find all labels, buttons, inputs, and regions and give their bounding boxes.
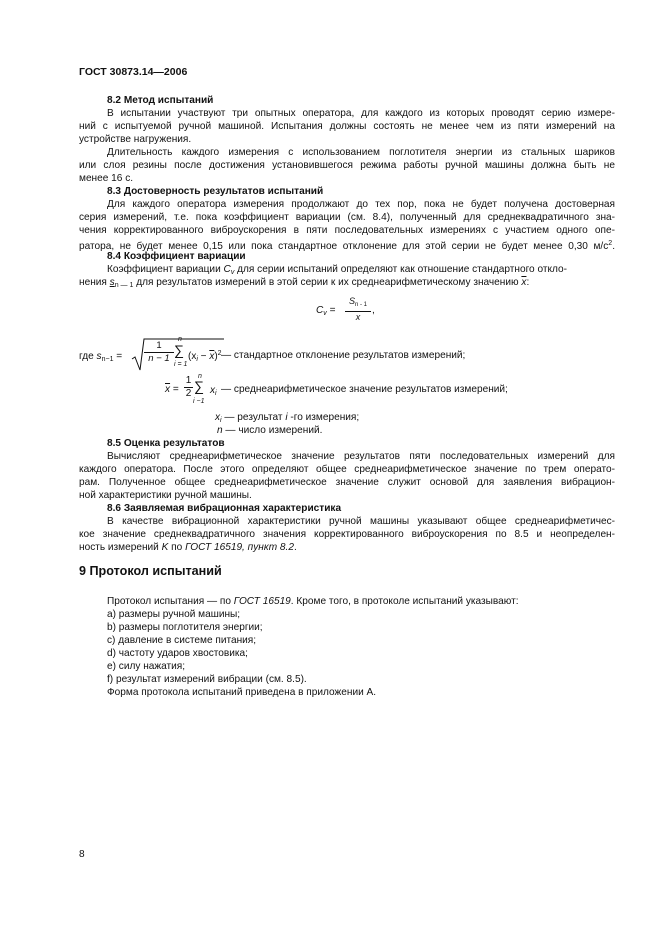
section-8-3-title: 8.3 Достоверность результатов испытаний — [107, 186, 324, 197]
text-line: Для каждого оператора измерения продолжают до тех пор, пока не будет получена достоверная — [107, 199, 615, 210]
section-8-5-paragraph — [79, 450, 615, 502]
text-line: В качестве вибрационной характеристики ручной машины указывают общее среднеарифметичес- — [107, 516, 615, 527]
text-line: рам. Полученное общее среднеарифметическое значение служит основой для заявления вибрацион- — [79, 477, 615, 488]
sum-sign: ∑ — [174, 342, 184, 358]
text-line: В испытании участвуют три опытных оператора, для каждого из которых проводят серию измере- — [107, 108, 615, 119]
section-8-4-title: 8.4 Коэффициент вариации — [107, 251, 246, 262]
formula-cv-tail: , — [372, 305, 375, 316]
text-line: или слоя резины после достижения установившегося режима работы ручной машины должна быть не — [79, 160, 615, 171]
formula-cv-lhs: $C_v$ = — [316, 305, 336, 317]
sum-expression: $(x_i - \overline{x})^2$ — [188, 350, 222, 363]
mean-sum-sign: ∑ — [194, 378, 204, 394]
section-8-6-paragraph — [79, 515, 615, 554]
text-line: Вычисляют среднеарифметическое значение результатов пяти последовательных измерений для — [107, 451, 615, 462]
formula-mean-lhs: $\overline{x}$ = — [165, 384, 179, 395]
list-item: e) силу нажатия; — [107, 661, 186, 672]
section-8-4-line-1: Коэффициент вариации $C_v$ для серии испытаний определяют как отношение стандартного откло- — [107, 264, 567, 276]
section-8-5-title: 8.5 Оценка результатов — [107, 438, 225, 449]
text-line: ность измерений K по ГОСТ 16519, пункт 8.2. — [79, 542, 297, 553]
section-8-2-paragraph-1 — [79, 107, 615, 146]
xi-definition: $x_i$ — результат i -го измерения; — [215, 412, 360, 424]
section-8-4-line-2: нения $s_{n — 1}$ для результатов измерений в этой серии к их среднеарифметическому значению $\overline{x}$: — [79, 277, 530, 289]
section-9-title: 9 Протокол испытаний — [79, 564, 222, 578]
text-line: менее 16 с. — [79, 173, 134, 184]
formula-s-description: — стандартное отклонение результатов измерений; — [221, 350, 466, 361]
text-line: чения корректированного виброускорения в пяти последовательных измерениях с участием одного опе- — [79, 225, 615, 236]
section-8-6-title: 8.6 Заявляемая вибрационная характеристика — [107, 503, 342, 514]
text-line: ний с испытуемой ручной машиной. Испытания должны состоять не менее чем из пяти измерений на — [79, 121, 615, 132]
section-9-intro: Протокол испытания — по ГОСТ 16519. Кроме того, в протоколе испытаний указывают: — [107, 596, 519, 607]
text-line: серия измерений, т.е. пока коэффициент вариации (см. 8.4), полученный для среднеквадратичного зна- — [79, 212, 615, 223]
text-line: Длительность каждого измерения с использованием поглотителя энергии из стальных шариков — [107, 147, 615, 158]
sum-bottom: i = 1 — [174, 361, 188, 368]
n-definition: n — число измерений. — [217, 425, 323, 436]
text-line: каждого оператора. После этого определяют общее среднеарифметическое значение по трем операто- — [79, 464, 615, 475]
mean-sum-bottom: i −1 — [193, 398, 205, 405]
sqrt-fraction: $\frac{1}{n - 1}$ — [144, 340, 174, 365]
text-line: устройстве нагружения. — [79, 134, 192, 145]
text-line: кое значение среднеквадратичного значения корректированного виброускорения по 8.5 и неопределен- — [79, 529, 615, 540]
section-8-2-title: 8.2 Метод испытаний — [107, 95, 214, 106]
list-item: a) размеры ручной машины; — [107, 609, 241, 620]
protocol-list — [107, 608, 307, 686]
list-item: d) частоту ударов хвостовика; — [107, 648, 248, 659]
section-8-3-paragraph — [79, 198, 615, 250]
sum-top: n — [178, 336, 182, 343]
formula-s-lhs: где $s_{n-1}$ = — [79, 351, 123, 363]
section-9-outro: Форма протокола испытаний приведена в приложении А. — [107, 687, 377, 698]
section-8-2-paragraph-2 — [79, 146, 615, 185]
formula-mean-description: — среднеарифметическое значение результатов измерений; — [221, 384, 508, 395]
document-header: ГОСТ 30873.14—2006 — [79, 66, 188, 78]
list-item: b) размеры поглотителя энергии; — [107, 622, 263, 633]
page-number: 8 — [79, 849, 85, 860]
list-item: f) результат измерений вибрации (см. 8.5). — [107, 674, 307, 685]
mean-fraction: $\frac{1}{2}$ — [185, 375, 192, 399]
list-item: c) давление в системе питания; — [107, 635, 257, 646]
mean-sum-top: n — [198, 373, 202, 380]
mean-xi: $x_i$ — [210, 385, 217, 397]
text-line: ной характеристики ручной машины. — [79, 490, 252, 501]
formula-cv-fraction: $\frac{S_{n - 1}}{x}$ — [345, 296, 371, 323]
text-line: ратора, не будет менее 0,15 или пока стандартное отклонение для этой серии не будет менее 0,30 $м/с^2$. — [79, 240, 615, 252]
